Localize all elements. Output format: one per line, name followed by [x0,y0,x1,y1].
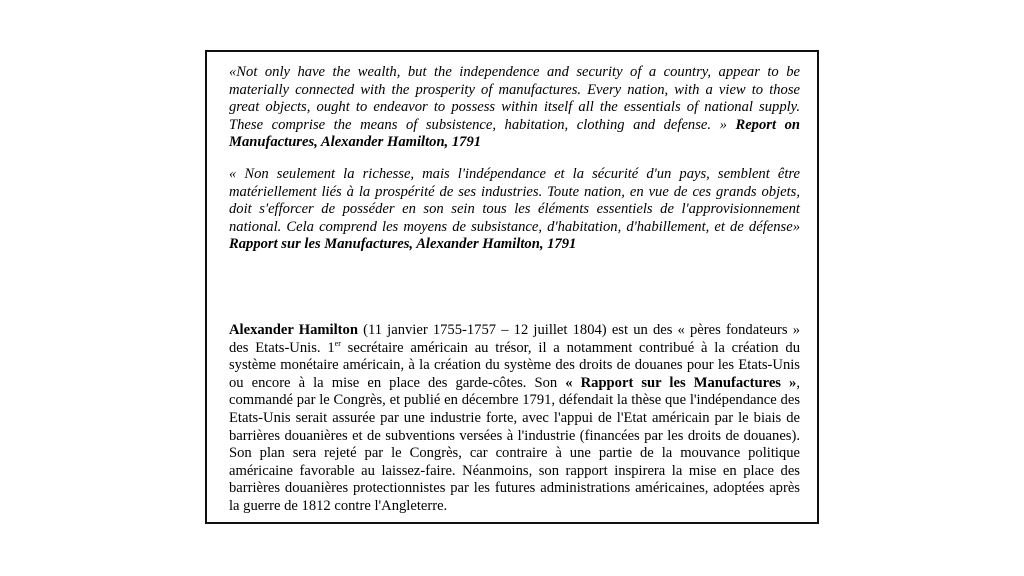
english-quote [229,64,800,152]
french-quote-source: Rapport sur les Manufactures, Alexander Hamilton, 1791 [229,236,577,253]
biography-paragraph [229,322,800,516]
bio-report-title: « Rapport sur les Manufactures » [565,374,797,391]
bio-superscript: er [334,338,341,348]
bio-text-1: (11 janvier 1755-1757 – 12 juillet 1804) est un des « pères fondateurs » des Etats-Unis. 1 [229,322,800,356]
french-quote-text: « Non seulement la richesse, mais l'indépendance et la sécurité d'un pays, semblent être matériellement liés à la prospérité de ses industries. Toute nation, en vue de ces grands objets, doit s'efforcer de posséder en son sein tous les éléments essentiels de l'approvisionnement national. Cela comprend les moyens de subsistance, d'habitation, d'habillement, et de défense» [229,166,800,235]
bio-text-3: , commandé par le Congrès, et publié en décembre 1791, défendait la thèse que l'indépendance des Etats-Unis serait assurée par une industrie forte, avec l'appui de l'Etat américain par le biais de barrières douanières et de subventions versées à l'industrie (financées par les droits de douanes). Son plan sera rejeté par le Congrès, car contraire à une partie de la mouvance politique américaine favorable au laissez-faire. Néanmoins, son rapport inspirera la mise en place des barrières douanières protectionnistes par les futures administrations américaines, adoptées après la guerre de 1812 contre l'Angleterre. [229,374,800,514]
french-quote [229,166,800,254]
document-frame [205,50,819,524]
english-quote-text: «Not only have the wealth, but the independence and security of a country, appear to be materially connected with the prosperity of manufactures. Every nation, with a view to those great objects, ought to endeavor to possess within itself all the essentials of national supply. These comprise the means of subsistence, habitation, clothing and defense. » [229,64,800,133]
english-quote-source: Report on Manufactures, Alexander Hamilton, 1791 [229,116,800,151]
bio-name: Alexander Hamilton [229,322,358,338]
bio-text-2: secrétaire américain au trésor, il a notamment contribué à la création du système monétaire américain, à la création du système des droits de douanes pour les Etats-Unis ou encore à la mise en place des garde-côtes. Son [229,339,800,391]
